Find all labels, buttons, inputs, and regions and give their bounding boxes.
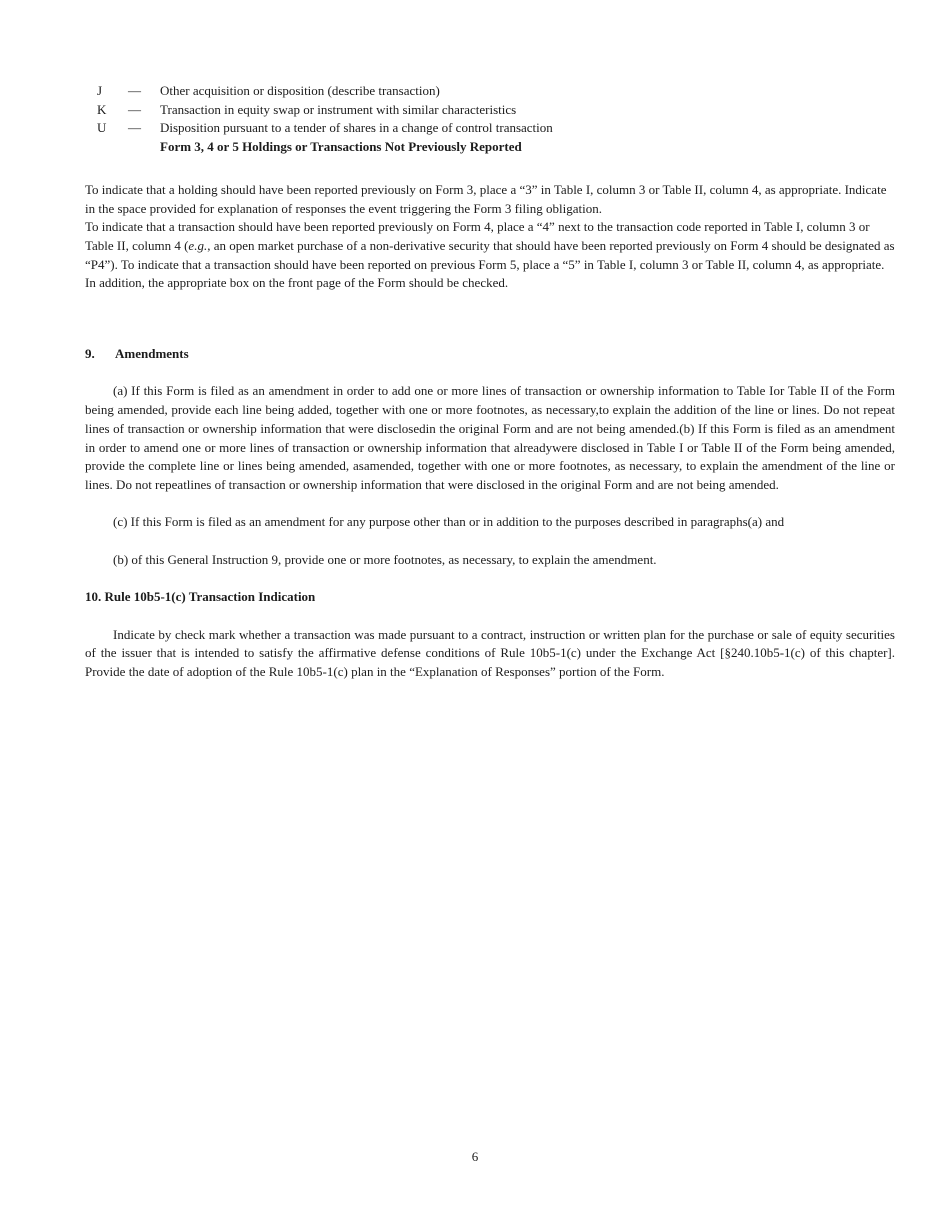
intro-paragraph: To indicate that a holding should have been reported previously on Form 3, place a “3” in Table I, column 3 or Table II, column 4, as appropriate. Indicate in the space provided for explanation of responses the event triggering the Form 3 filing obligation. To indicate that a transaction should have been reported previously on Form 4, place a “4” next to the transaction code reported in Table I, column 3 or Table II, column 4 (e.g., an open market purchase of a non-derivative security that should have been reported previously on Form 4 should be designated as “P4”). To indicate that a transaction should have been reported on previous Form 5, place a “5” in Table I, column 3 or Table II, column 4, as appropriate. In addition, the appropriate box on the front page of the Form should be checked. — [85, 181, 895, 291]
code-description: Disposition pursuant to a tender of shares in a change of control transaction — [160, 120, 553, 136]
code-letter: K — [97, 101, 107, 117]
code-description: Transaction in equity swap or instrument with similar characteristics — [160, 101, 517, 117]
code-letter: J — [97, 83, 103, 98]
list-item — [97, 119, 895, 138]
code-letter: U — [97, 120, 107, 136]
transaction-codes-list — [97, 82, 895, 157]
dash-separator: — — [128, 83, 141, 98]
section-9-title: Amendments — [115, 346, 189, 362]
code-description: Other acquisition or disposition (describe transaction) — [160, 83, 440, 98]
page-number: 6 — [471, 1149, 479, 1164]
subheading-form-345-holdings: Form 3, 4 or 5 Holdings or Transactions Not Previously Reported — [160, 139, 522, 155]
list-item — [97, 82, 895, 101]
list-item — [97, 101, 895, 120]
dash-separator: — — [128, 101, 141, 117]
section-9-number: 9. — [85, 346, 95, 362]
dash-separator: — — [128, 120, 141, 136]
section-9-paragraph-c: (c) If this Form is filed as an amendment for any purpose other than or in addition to the purposes described in paragraphs(a) and — [113, 514, 785, 530]
section-9-paragraph-b: (b) of this General Instruction 9, provide one or more footnotes, as necessary, to explain the amendment. — [113, 551, 657, 567]
section-10-heading: 10. Rule 10b5-1(c) Transaction Indication — [85, 589, 316, 605]
section-9-heading — [85, 345, 895, 364]
section-10-paragraph: Indicate by check mark whether a transaction was made pursuant to a contract, instruction or written plan for the purchase or sale of equity securities of the issuer that is intended to satisfy the affirmative defense conditions of Rule 10b5-1(c) under the Exchange Act [§240.10b5-1(c) of this chapter]. Provide the date of adoption of the Rule 10b5-1(c) plan in the “Explanation of Responses” portion of the Form. — [85, 626, 895, 679]
section-9-paragraph-a: (a) If this Form is filed as an amendment in order to add one or more lines of transaction or ownership information to Table Ior Table II of the Form being amended, provide each line being added, together with one or more footnotes, as necessary,to explain the addition of the line or lines. Do not repeat lines of transaction or ownership information that were disclosedin the original Form and are not being amended.(b) If this Form is filed as an amendment in order to amend one or more lines of transaction or ownership information that alreadywere disclosed in Table I or Table II of the Form being amended, provide the complete line or lines being amended, asamended, together with one or more footnotes, as necessary, to explain the amendment of the line or lines. Do not repeatlines of transaction or ownership information that were disclosed in the original Form and are not being amended. — [85, 383, 895, 492]
